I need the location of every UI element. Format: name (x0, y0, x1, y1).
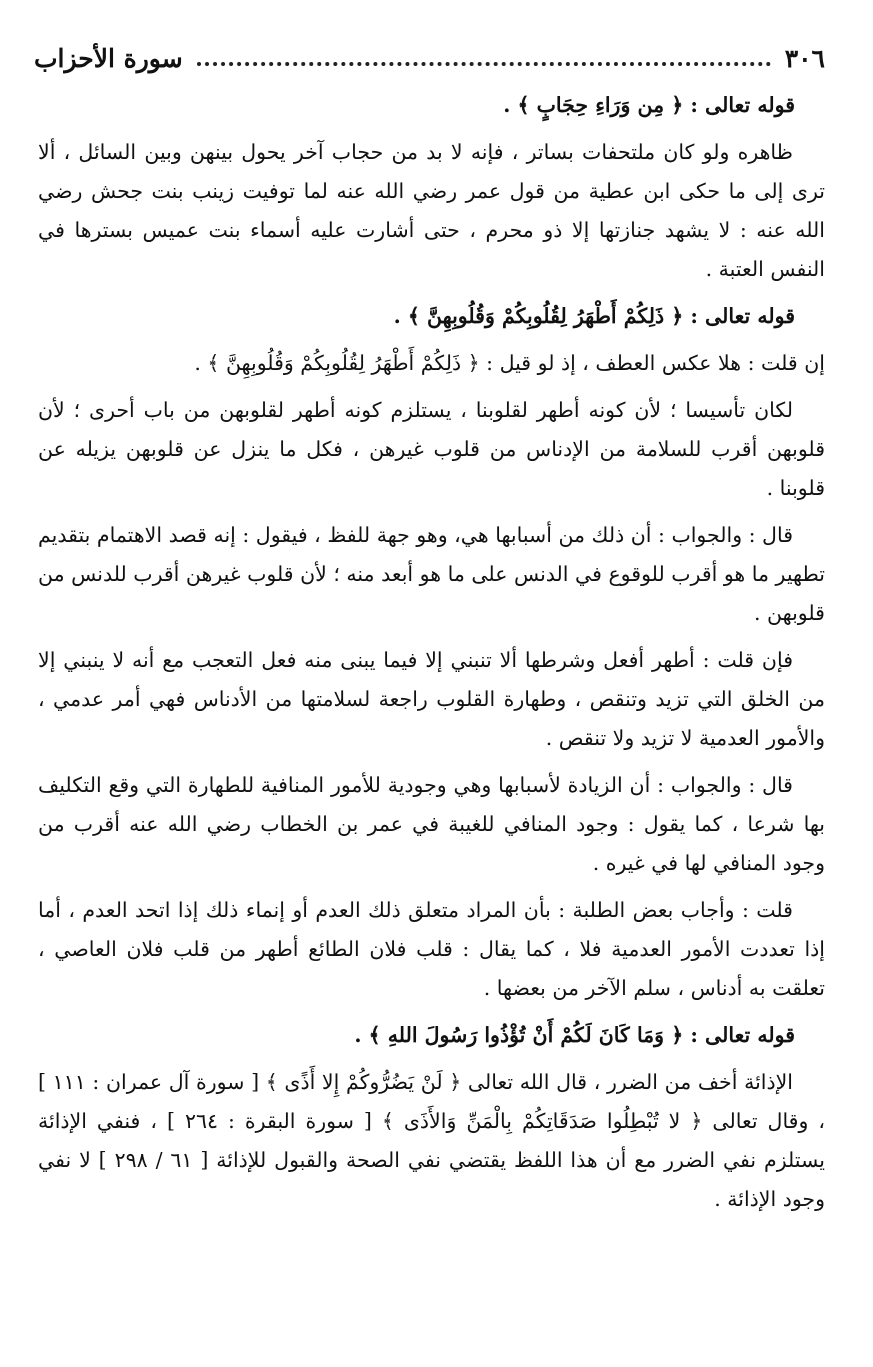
verse-heading: قوله تعالى : ﴿ ذَلِكُمْ أَطْهَرُ لِقُلُوبِكُمْ وَقُلُوبِهِنَّ ﴾ . (393, 304, 795, 328)
answer-paragraph: قال : والجواب : أن ذلك من أسبابها هي، وهو جهة للفظ ، فيقول : إنه قصد الاهتمام بتقديم تطهير ما هو أقرب للوقوع في الدنس على ما هو أبعد منه ؛ لأن قلوب غيرهن أقرب للدنس من قلوبهن . (38, 523, 825, 625)
surah-title: سورة الأحزاب (34, 43, 183, 73)
page-body (38, 86, 825, 1227)
running-header (34, 38, 825, 78)
question-paragraph: إن قلت : هلا عكس العطف ، إذ لو قيل : ﴿ ذَلِكُمْ أَطْهَرُ لِقُلُوبِكُمْ وَقُلُوبِهِنَّ ﴾ . (194, 351, 825, 375)
verse-heading: قوله تعالى : ﴿ وَمَا كَانَ لَكُمْ أَنْ تُؤْذُوا رَسُولَ اللهِ ﴾ . (354, 1023, 795, 1047)
answer-paragraph: قال : والجواب : أن الزيادة لأسبابها وهي وجودية للأمور المنافية للطهارة التي وقع التكليف بها شرعا ، كما يقول : وجود المنافي للغيبة في عمر بن الخطاب رضي الله عنه أقرب من وجود المنافي لها في غيره . (38, 773, 825, 875)
commentary-paragraph: الإذائة أخف من الضرر ، قال الله تعالى ﴿ لَنْ يَضُرُّوكُمْ إِلا أَذًى ﴾ [ سورة آل عمران : ١١١ ] ، وقال تعالى ﴿ لا تُبْطِلُوا صَدَقَاتِكُمْ بِالْمَنِّ وَالأَذَى ﴾ [ سورة البقرة : ٢٦٤ ] ، فنفي الإذائة يستلزم نفي الضرر مع أن هذا اللفظ يقتضي نفي الصحة والقبول للإذائة [ ٦١ / ٢٩٨ ] لا نفي وجود الإذائة . (38, 1070, 825, 1211)
verse-heading: قوله تعالى : ﴿ مِن وَرَاءِ حِجَابٍ ﴾ . (503, 93, 795, 117)
commentary-paragraph: لكان تأسيسا ؛ لأن كونه أطهر لقلوبنا ، يستلزم كونه أطهر لقلوبهن من باب أحرى ؛ لأن قلوبهن أقرب للسلامة من الإدناس من قلوب غيرهن ، فكل ما ينزل عن قلوبهن يزيله عن قلوبنا . (38, 398, 825, 500)
commentary-paragraph: ظاهره ولو كان ملتحفات بساتر ، فإنه لا بد من حجاب آخر يحول بينهن وبين السائل ، ألا ترى إلى ما حكى ابن عطية من قول عمر رضي الله عنه لما توفيت زينب بنت جحش رضي الله عنه : لا يشهد جنازتها إلا ذو محرم ، حتى أشارت عليه أسماء بنت عميس بسترها في النفس العتبة . (38, 140, 825, 281)
page-number: ٣٠٦ (784, 43, 825, 73)
header-dotted-rule (197, 62, 771, 66)
question-paragraph: فإن قلت : أطهر أفعل وشرطها ألا تنبني إلا فيما يبنى منه فعل التعجب مع أنه لا ينبني إلا من الخلق التي تزيد وتنقص ، وطهارة القلوب راجعة لسلامتها من الأدناس فهي أمر عدمي ، والأمور العدمية لا تزيد ولا تنقص . (38, 648, 825, 750)
commentary-paragraph: قلت : وأجاب بعض الطلبة : بأن المراد متعلق ذلك العدم أو إنماء ذلك إذا اتحد العدم ، أما إذا تعددت الأمور العدمية فلا ، كما يقال : قلب فلان الطائع أطهر من قلب فلان العاصي ، تعلقت به أدناس ، سلم الآخر من بعضها . (38, 898, 825, 1000)
